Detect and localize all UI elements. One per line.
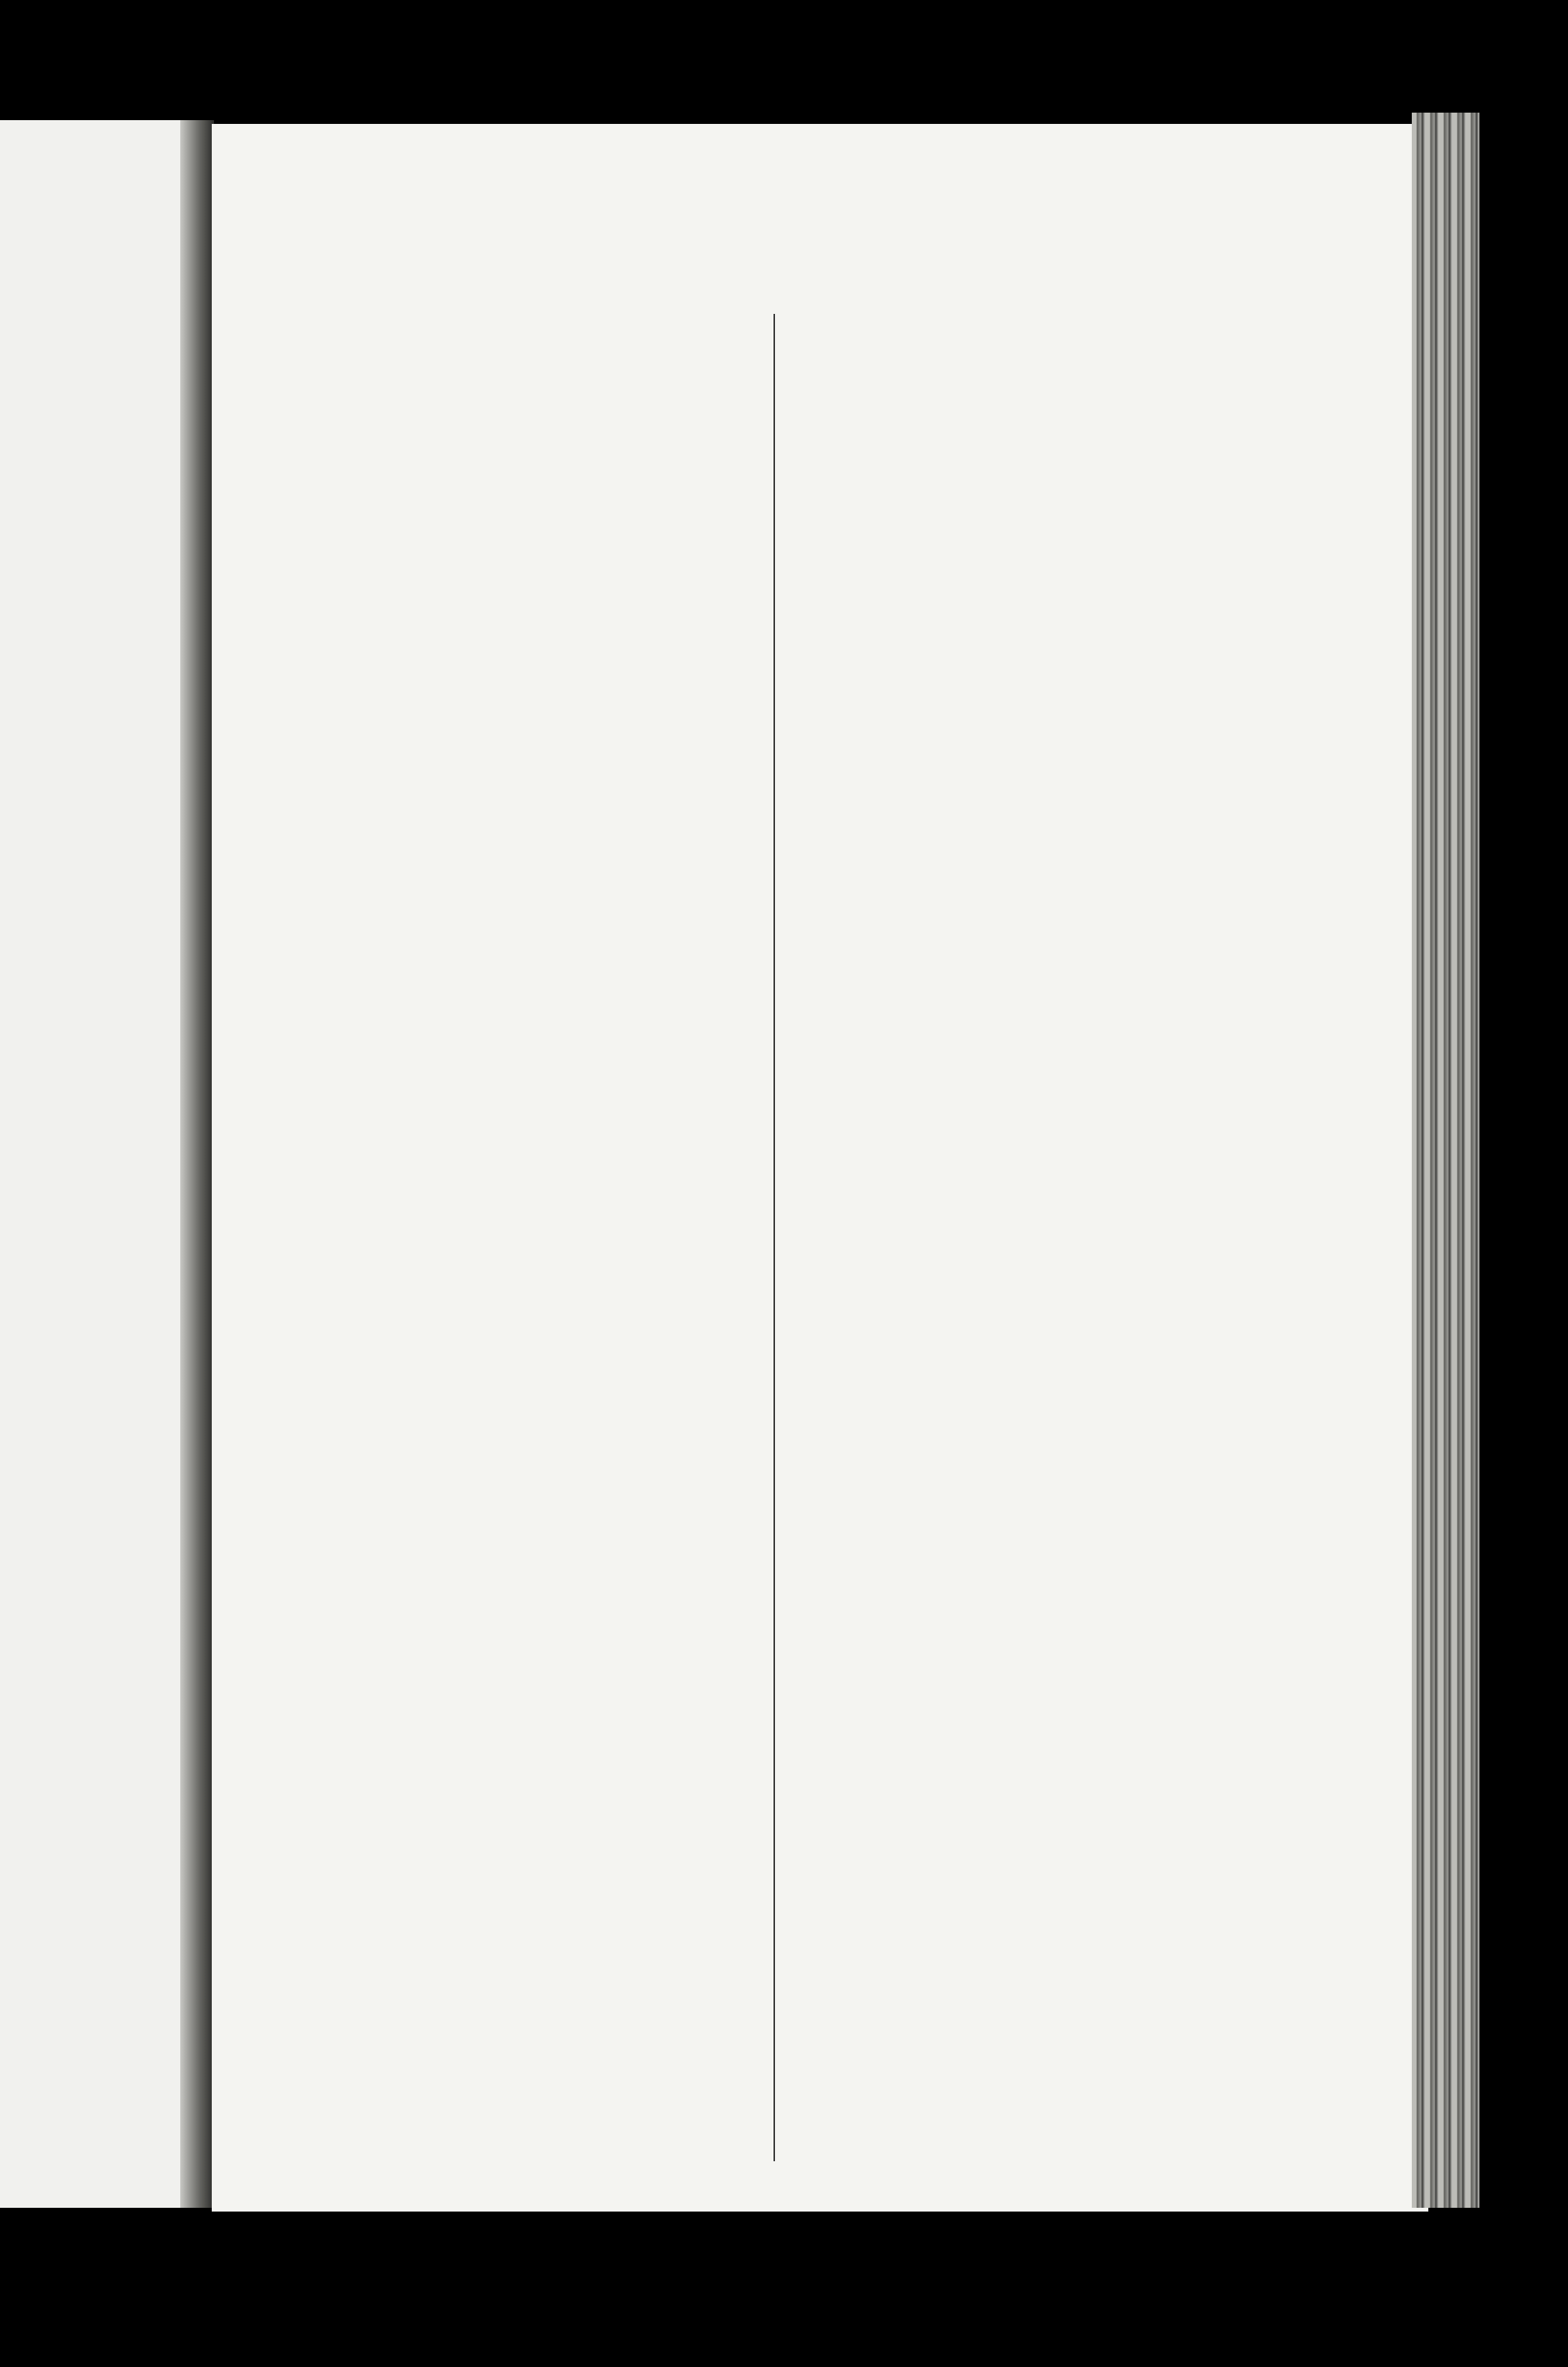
left-page-fragment <box>0 120 180 2208</box>
right-page <box>212 124 1428 2212</box>
column-divider <box>773 314 775 2161</box>
book-gutter <box>180 120 214 2208</box>
page-edges <box>1412 113 1479 2208</box>
